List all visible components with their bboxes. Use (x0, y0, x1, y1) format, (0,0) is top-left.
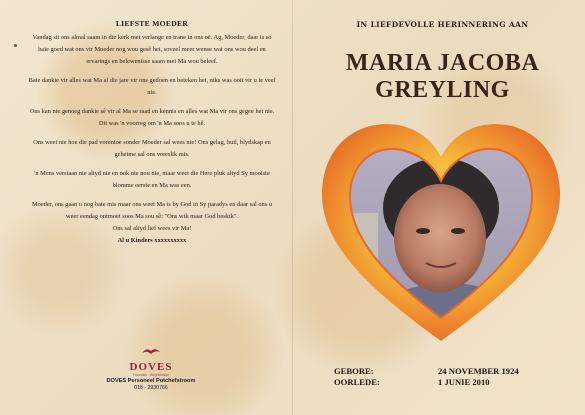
logo-phone: 018 - 2930766 (134, 385, 168, 391)
died-label: OORLEDE: (334, 377, 380, 387)
logo-address: DOVES Personeel Potchefstroom (106, 378, 196, 384)
heart-frame (318, 113, 564, 345)
tribute-paragraph: Ons sal altyd lief wees vir Ma! (112, 225, 192, 232)
tribute-paragraph: 'n Mens verstaan nie altyd nie en ook nie nou nie, maar weet die Here pluk altyd Sy mooiste blomme eerste en Ma was een. (34, 170, 270, 189)
tribute-closing: Al u Kinders xxxxxxxxxx (117, 237, 187, 244)
name-line-1: MARIA JACOBA (345, 50, 540, 76)
tribute-text (28, 18, 276, 254)
died-row (334, 377, 544, 388)
name-line-2: GREYLING (375, 77, 510, 103)
dove-icon (140, 347, 162, 356)
logo-name: DOVES (129, 361, 173, 373)
funeral-home-logo (86, 344, 216, 392)
tribute-heading: LIEFSTE MOEDER (115, 19, 189, 28)
page-fold (292, 0, 293, 415)
deceased-name (300, 50, 585, 104)
tribute-paragraph: Ons weet nie hoe die pad vorentoe sonder Moeder sal wees nie! Ons gelag, huil, blydskap en geheime sal ons vreeslik mis. (33, 139, 271, 158)
born-label: GEBORE: (334, 366, 374, 376)
died-value: 1 JUNIE 2010 (438, 377, 490, 387)
born-value: 24 NOVEMBER 1924 (438, 366, 519, 376)
tribute-paragraph: Moeder, ons gaan u nog baie mis maar ons weet Ma is by God in Sy paradys en daar sal ons u weer eendag ontmoet soos Ma sou sê: "Ons wik maar God beskik". (31, 201, 273, 220)
life-dates (334, 366, 544, 388)
born-row (334, 366, 544, 377)
bullet-mark (14, 44, 17, 47)
logo-tagline: Funerals · Begrafnisse (132, 373, 170, 377)
tribute-paragraph: Baie dankie vir alles wat Ma al die jare vir ons gedoen en beteken het, niks was ooit vir u te veel nie. (28, 77, 276, 96)
memorial-header: IN LIEFDEVOLLE HERINNERING AAN (356, 20, 529, 29)
tribute-paragraph: Vandag sit ons almal saam in die kerk met verlange en trane in ons oë. Ag, Moeder, daar is só baie goed wat ons vir Moeder nog wou gesê het, soveel meer wense wat ons wou deel en ervarings en belewenisse saam met Ma wou beleef. (32, 34, 272, 65)
heart-portrait (318, 113, 564, 345)
tribute-paragraph: Ons kan nie genoeg dankie sê vir al Ma se raad en kennis en alles wat Ma vir ons gegee het nie. Dit was 'n voorreg om 'n Ma soos u te hê. (29, 108, 275, 127)
